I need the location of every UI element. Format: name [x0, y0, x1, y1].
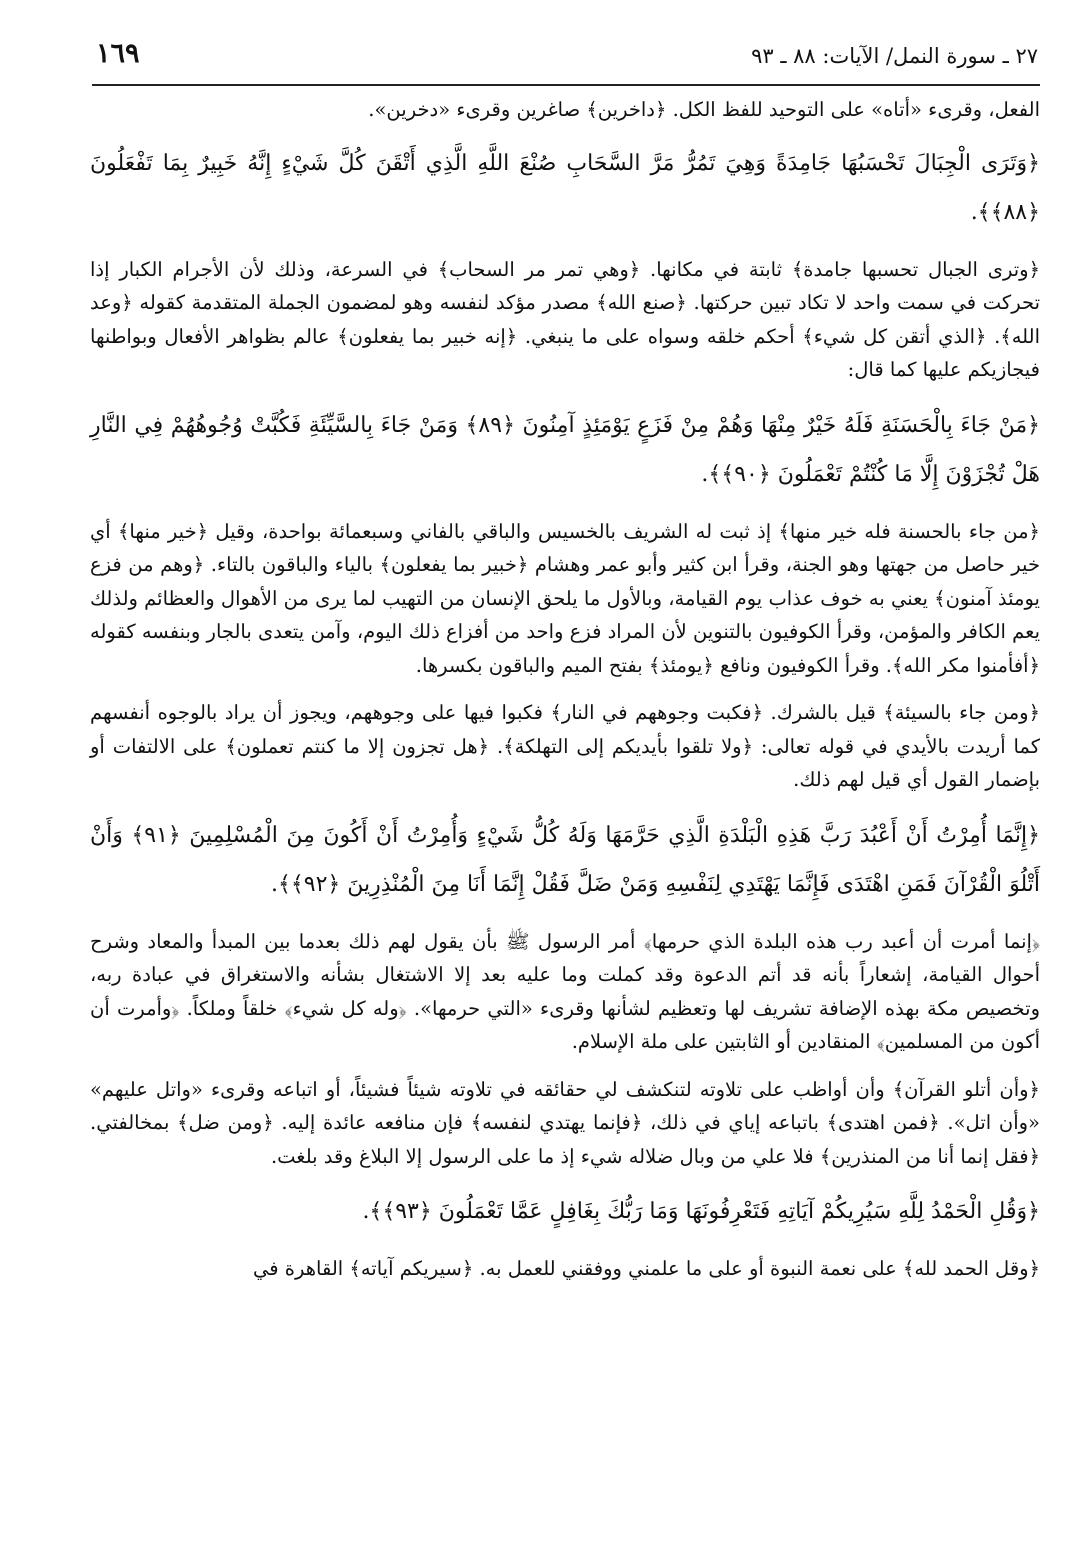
commentary-paragraph: ﴿وترى الجبال تحسبها جامدة﴾ ثابتة في مكانها. ﴿وهي تمر مر السحاب﴾ في السرعة، وذلك لأن الأجرام الكبار إذا تحركت في سمت واحد لا تكاد تبين حركتها. ﴿صنع الله﴾ مصدر مؤكد لنفسه وهو لمضمون الجملة المتقدمة كقوله ﴿وعد الله﴾. ﴿الذي أتقن كل شيء﴾ أحكم خلقه وسواه على ما ينبغي. ﴿إنه خبير بما يفعلون﴾ عالم بظواهر الأفعال وبواطنها فيجازيكم عليها كما قال: — [90, 257, 1040, 381]
quran-verse-89-90: ﴿مَنْ جَاءَ بِالْحَسَنَةِ فَلَهُ خَيْرٌ مِنْهَا وَهُمْ مِنْ فَزَعٍ يَوْمَئِذٍ آمِنُونَ ﴿٨٩﴾ وَمَنْ جَاءَ بِالسَّيِّئَةِ فَكُبَّتْ وُجُوهُهُمْ فِي النَّارِ هَلْ تُجْزَوْنَ إِلَّا مَا كُنْتُمْ تَعْمَلُونَ ﴿٩٠﴾﴾. — [90, 412, 1041, 487]
commentary-paragraph: ﴿إنما أمرت أن أعبد رب هذه البلدة الذي حرمها﴾ أمر الرسول ﷺ بأن يقول لهم ذلك بعدما بين المبدأ والمعاد وشرح أحوال القيامة، إشعاراً بأنه قد أتم الدعوة وقد كملت وما عليه بعد إلا الاشتغال بشأنه والاستغراق في عبادة ربه، وتخصيص مكة بهذه الإضافة تشريف لها وتعظيم لشأنها وقرىء «التي حرمها». ﴿وله كل شيء﴾ خلقاً وملكاً. ﴿وأمرت أن أكون من المسلمين﴾ المنقادين أو الثابتين على ملة الإسلام. — [90, 929, 1040, 1053]
commentary-paragraph: ﴿وأن أتلو القرآن﴾ وأن أواظب على تلاوته لتنكشف لي حقائقه في تلاوته شيئاً فشيئاً، أو اتباعه وقرىء «واتل عليهم» «وأن اتل». ﴿فمن اهتدى﴾ باتباعه إياي في ذلك، ﴿فإنما يهتدي لنفسه﴾ فإن منافعه عائدة إليه. ﴿ومن ضل﴾ بمخالفتي. ﴿فقل إنما أنا من المنذرين﴾ فلا علي من وبال ضلاله شيء إذ ما على الرسول إلا البلاغ وقد بلغت. — [90, 1077, 1040, 1168]
page-number: ١٦٩ — [96, 38, 140, 69]
quran-verse-88: ﴿وَتَرَى الْجِبَالَ تَحْسَبُهَا جَامِدَةً وَهِيَ تَمُرُّ مَرَّ السَّحَابِ صُنْعَ اللَّهِ الَّذِي أَتْقَنَ كُلَّ شَيْءٍ إِنَّهُ خَبِيرٌ بِمَا تَفْعَلُونَ ﴿٨٨﴾﴾. — [90, 150, 1040, 225]
page-header — [92, 36, 1040, 86]
commentary-paragraph: ﴿وقل الحمد لله﴾ على نعمة النبوة أو على ما علمني ووفقني للعمل به. ﴿سيريكم آياته﴾ القاهرة في — [253, 1257, 1040, 1280]
quran-verse-91-92: ﴿إِنَّمَا أُمِرْتُ أَنْ أَعْبُدَ رَبَّ هَذِهِ الْبَلْدَةِ الَّذِي حَرَّمَهَا وَلَهُ كُلُّ شَيْءٍ وَأُمِرْتُ أَنْ أَكُونَ مِنَ الْمُسْلِمِينَ ﴿٩١﴾ وَأَنْ أَتْلُوَ الْقُرْآنَ فَمَنِ اهْتَدَى فَإِنَّمَا يَهْتَدِي لِنَفْسِهِ وَمَنْ ضَلَّ فَقُلْ إِنَّمَا أَنَا مِنَ الْمُنْذِرِينَ ﴿٩٢﴾﴾. — [90, 822, 1041, 897]
commentary-paragraph: ﴿ومن جاء بالسيئة﴾ قيل بالشرك. ﴿فكبت وجوههم في النار﴾ فكبوا فيها على وجوههم، ويجوز أن يراد بالوجوه أنفسهم كما أريدت بالأيدي في قوله تعالى: ﴿ولا تلقوا بأيديكم إلى التهلكة﴾. ﴿هل تجزون إلا ما كنتم تعملون﴾ على الالتفات أو بإضمار القول أي قيل لهم ذلك. — [90, 701, 1040, 791]
commentary-paragraph: ﴿من جاء بالحسنة فله خير منها﴾ إذ ثبت له الشريف بالخسيس والباقي بالفاني وسبعمائة بواحدة، وقيل ﴿خير منها﴾ أي خير حاصل من جهتها وهو الجنة، وقرأ ابن كثير وأبو عمر وهشام ﴿خبير بما يفعلون﴾ بالياء والباقون بالتاء. ﴿وهم من فزع يومئذ آمنون﴾ يعني به خوف عذاب يوم القيامة، وبالأول ما يلحق الإنسان من التهيب لما يرى من الأهوال والعظائم ولذلك يعم الكافر والمؤمن، وقرأ الكوفيون بالتنوين لأن المراد فزع واحد من أفزاع ذلك اليوم، وآمن يتعدى بالجار وبنفسه كقوله ﴿أفأمنوا مكر الله﴾. وقرأ الكوفيون ونافع ﴿يومئذ﴾ بفتح الميم والباقون بكسرها. — [90, 519, 1040, 677]
commentary-paragraph: الفعل، وقرىء «أتاه» على التوحيد للفظ الكل. ﴿داخرين﴾ صاغرين وقرىء «دخرين». — [368, 98, 1040, 121]
running-title: ٢٧ ـ سورة النمل/ الآيات: ٨٨ ـ ٩٣ — [751, 44, 1038, 68]
quran-verse-93: ﴿وَقُلِ الْحَمْدُ لِلَّهِ سَيُرِيكُمْ آيَاتِهِ فَتَعْرِفُونَهَا وَمَا رَبُّكَ بِغَافِلٍ عَمَّا تَعْمَلُونَ ﴿٩٣﴾﴾. — [362, 1199, 1040, 1224]
page-body — [90, 93, 1040, 1300]
